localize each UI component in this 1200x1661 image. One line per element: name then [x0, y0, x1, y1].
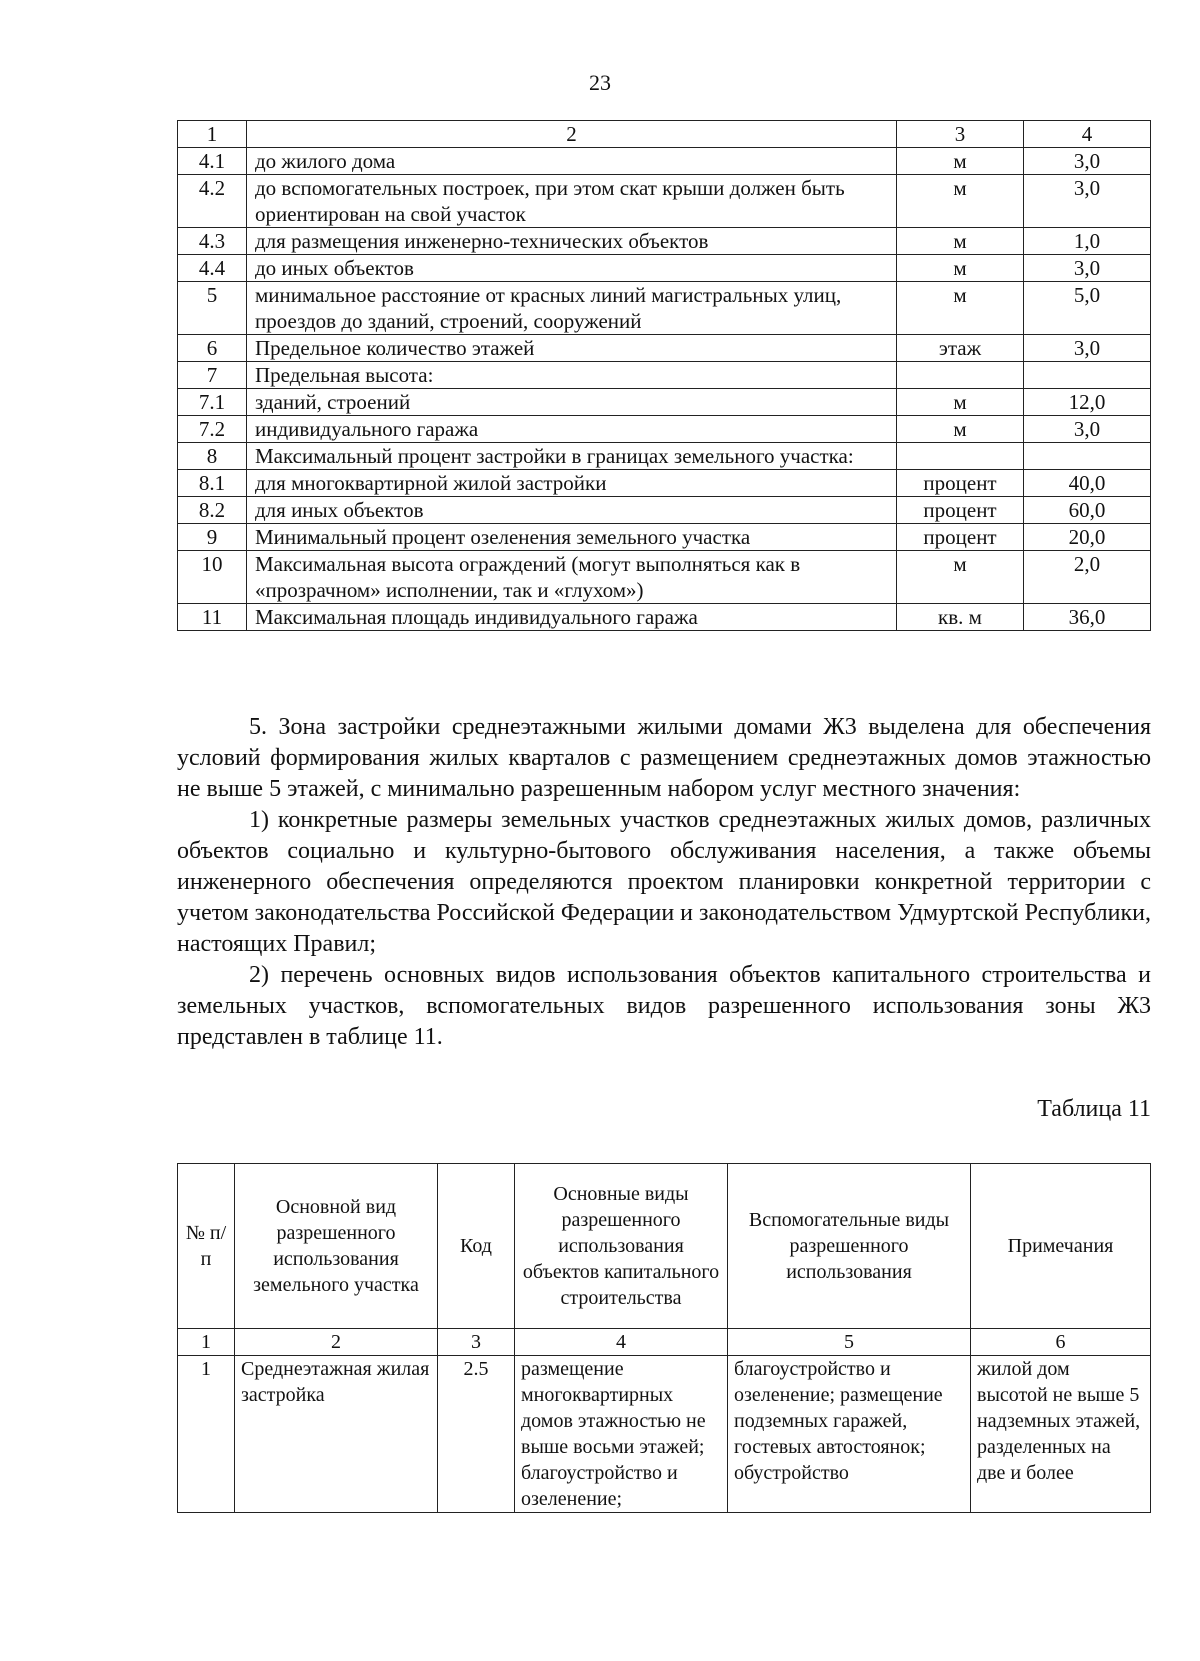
header-cell: 2 [247, 121, 897, 148]
header-cell: Код [438, 1164, 515, 1329]
zone-description [177, 712, 1151, 1053]
row-number: 1 [178, 1356, 235, 1513]
column-number: 2 [235, 1329, 438, 1356]
row-number: 4.2 [178, 175, 247, 228]
column-number: 6 [971, 1329, 1151, 1356]
header-cell: 1 [178, 121, 247, 148]
table-row [178, 148, 1151, 175]
paragraph: 5. Зона застройки среднеэтажными жилыми домами Ж3 выделена для обеспечения условий формирования жилых кварталов с размещением среднеэтажных домов этажностью не выше 5 этажей, с минимально разрешенным набором услуг местного значения: [177, 714, 1151, 802]
row-unit: м [897, 228, 1024, 255]
table-row [178, 335, 1151, 362]
table-row [178, 416, 1151, 443]
row-capital-use: размещение многоквартирных домов этажностью не выше восьми этажей; благоустройство и озеленение; [515, 1356, 728, 1513]
column-number: 5 [728, 1329, 971, 1356]
table-row [178, 470, 1151, 497]
row-description: Максимальная площадь индивидуального гаража [247, 604, 897, 631]
row-value: 60,0 [1024, 497, 1151, 524]
paragraph: 2) перечень основных видов использования объектов капитального строительства и земельных участков, вспомогательных видов разрешенного использования зоны Ж3 представлен в таблице 11. [177, 962, 1151, 1050]
table-row [178, 524, 1151, 551]
row-unit: процент [897, 470, 1024, 497]
header-cell: № п/п [178, 1164, 235, 1329]
table-row [178, 551, 1151, 604]
row-value: 36,0 [1024, 604, 1151, 631]
parameters-table [177, 120, 1151, 631]
row-code: 2.5 [438, 1356, 515, 1513]
row-description: Максимальный процент застройки в границах земельного участка: [247, 443, 897, 470]
row-main-use: Среднеэтажная жилая застройка [235, 1356, 438, 1513]
row-unit: м [897, 416, 1024, 443]
row-description: Минимальный процент озеленения земельного участка [247, 524, 897, 551]
header-cell: Вспомогательные виды разрешенного использования [728, 1164, 971, 1329]
column-number: 3 [438, 1329, 515, 1356]
row-unit: м [897, 282, 1024, 335]
table-row [178, 282, 1151, 335]
table-row [178, 1356, 1151, 1513]
row-number: 7.2 [178, 416, 247, 443]
row-unit: этаж [897, 335, 1024, 362]
row-description: для многоквартирной жилой застройки [247, 470, 897, 497]
row-description: для иных объектов [247, 497, 897, 524]
column-number: 4 [515, 1329, 728, 1356]
table-header-row [178, 1164, 1151, 1329]
row-unit: м [897, 255, 1024, 282]
row-unit: процент [897, 497, 1024, 524]
row-number: 8.1 [178, 470, 247, 497]
row-unit [897, 362, 1024, 389]
row-unit: м [897, 175, 1024, 228]
row-unit [897, 443, 1024, 470]
row-unit: кв. м [897, 604, 1024, 631]
header-cell: 4 [1024, 121, 1151, 148]
row-value [1024, 443, 1151, 470]
row-value: 20,0 [1024, 524, 1151, 551]
row-description: Максимальная высота ограждений (могут выполняться как в «прозрачном» исполнении, так и «глухом») [247, 551, 897, 604]
row-number: 6 [178, 335, 247, 362]
row-unit: м [897, 551, 1024, 604]
row-number: 8.2 [178, 497, 247, 524]
row-value [1024, 362, 1151, 389]
row-unit: м [897, 389, 1024, 416]
row-notes: жилой дом высотой не выше 5 надземных этажей, разделенных на две и более [971, 1356, 1151, 1513]
row-value: 3,0 [1024, 255, 1151, 282]
row-unit: м [897, 148, 1024, 175]
table-row [178, 604, 1151, 631]
row-unit: процент [897, 524, 1024, 551]
table-row [178, 497, 1151, 524]
row-description: до иных объектов [247, 255, 897, 282]
row-description: до вспомогательных построек, при этом скат крыши должен быть ориентирован на свой участок [247, 175, 897, 228]
column-number-row [178, 1329, 1151, 1356]
row-number: 7.1 [178, 389, 247, 416]
row-auxiliary-use: благоустройство и озеленение; размещение подземных гаражей, гостевых автостоянок; обустройство [728, 1356, 971, 1513]
table-row [178, 362, 1151, 389]
table-caption: Таблица 11 [1037, 1096, 1151, 1122]
row-description: Предельное количество этажей [247, 335, 897, 362]
table-row [178, 175, 1151, 228]
land-use-table [177, 1163, 1151, 1513]
row-value: 2,0 [1024, 551, 1151, 604]
row-number: 4.3 [178, 228, 247, 255]
row-description: зданий, строений [247, 389, 897, 416]
header-cell: Основные виды разрешенного использования объектов капитального строительства [515, 1164, 728, 1329]
row-value: 5,0 [1024, 282, 1151, 335]
row-description: Предельная высота: [247, 362, 897, 389]
row-value: 3,0 [1024, 175, 1151, 228]
row-description: индивидуального гаража [247, 416, 897, 443]
row-description: для размещения инженерно-технических объектов [247, 228, 897, 255]
row-value: 3,0 [1024, 148, 1151, 175]
row-number: 8 [178, 443, 247, 470]
table-row [178, 443, 1151, 470]
row-description: до жилого дома [247, 148, 897, 175]
row-value: 1,0 [1024, 228, 1151, 255]
table-row [178, 255, 1151, 282]
column-number: 1 [178, 1329, 235, 1356]
table-header-row [178, 121, 1151, 148]
row-number: 7 [178, 362, 247, 389]
paragraph: 1) конкретные размеры земельных участков среднеэтажных жилых домов, различных объектов социально и культурно-бытового обслуживания населения, а также объемы инженерного обеспечения определяются проектом планировки конкретной территории с учетом законодательства Российской Федерации и законодательством Удмуртской Республики, настоящих Правил; [177, 807, 1151, 957]
page-number: 23 [589, 70, 611, 95]
row-number: 10 [178, 551, 247, 604]
header-cell: Примечания [971, 1164, 1151, 1329]
table-row [178, 389, 1151, 416]
row-description: минимальное расстояние от красных линий магистральных улиц, проездов до зданий, строений, сооружений [247, 282, 897, 335]
row-number: 9 [178, 524, 247, 551]
table-row [178, 228, 1151, 255]
row-number: 5 [178, 282, 247, 335]
row-value: 3,0 [1024, 335, 1151, 362]
row-value: 12,0 [1024, 389, 1151, 416]
row-number: 11 [178, 604, 247, 631]
header-cell: Основной вид разрешенного использования земельного участка [235, 1164, 438, 1329]
row-value: 40,0 [1024, 470, 1151, 497]
row-value: 3,0 [1024, 416, 1151, 443]
header-cell: 3 [897, 121, 1024, 148]
row-number: 4.1 [178, 148, 247, 175]
row-number: 4.4 [178, 255, 247, 282]
